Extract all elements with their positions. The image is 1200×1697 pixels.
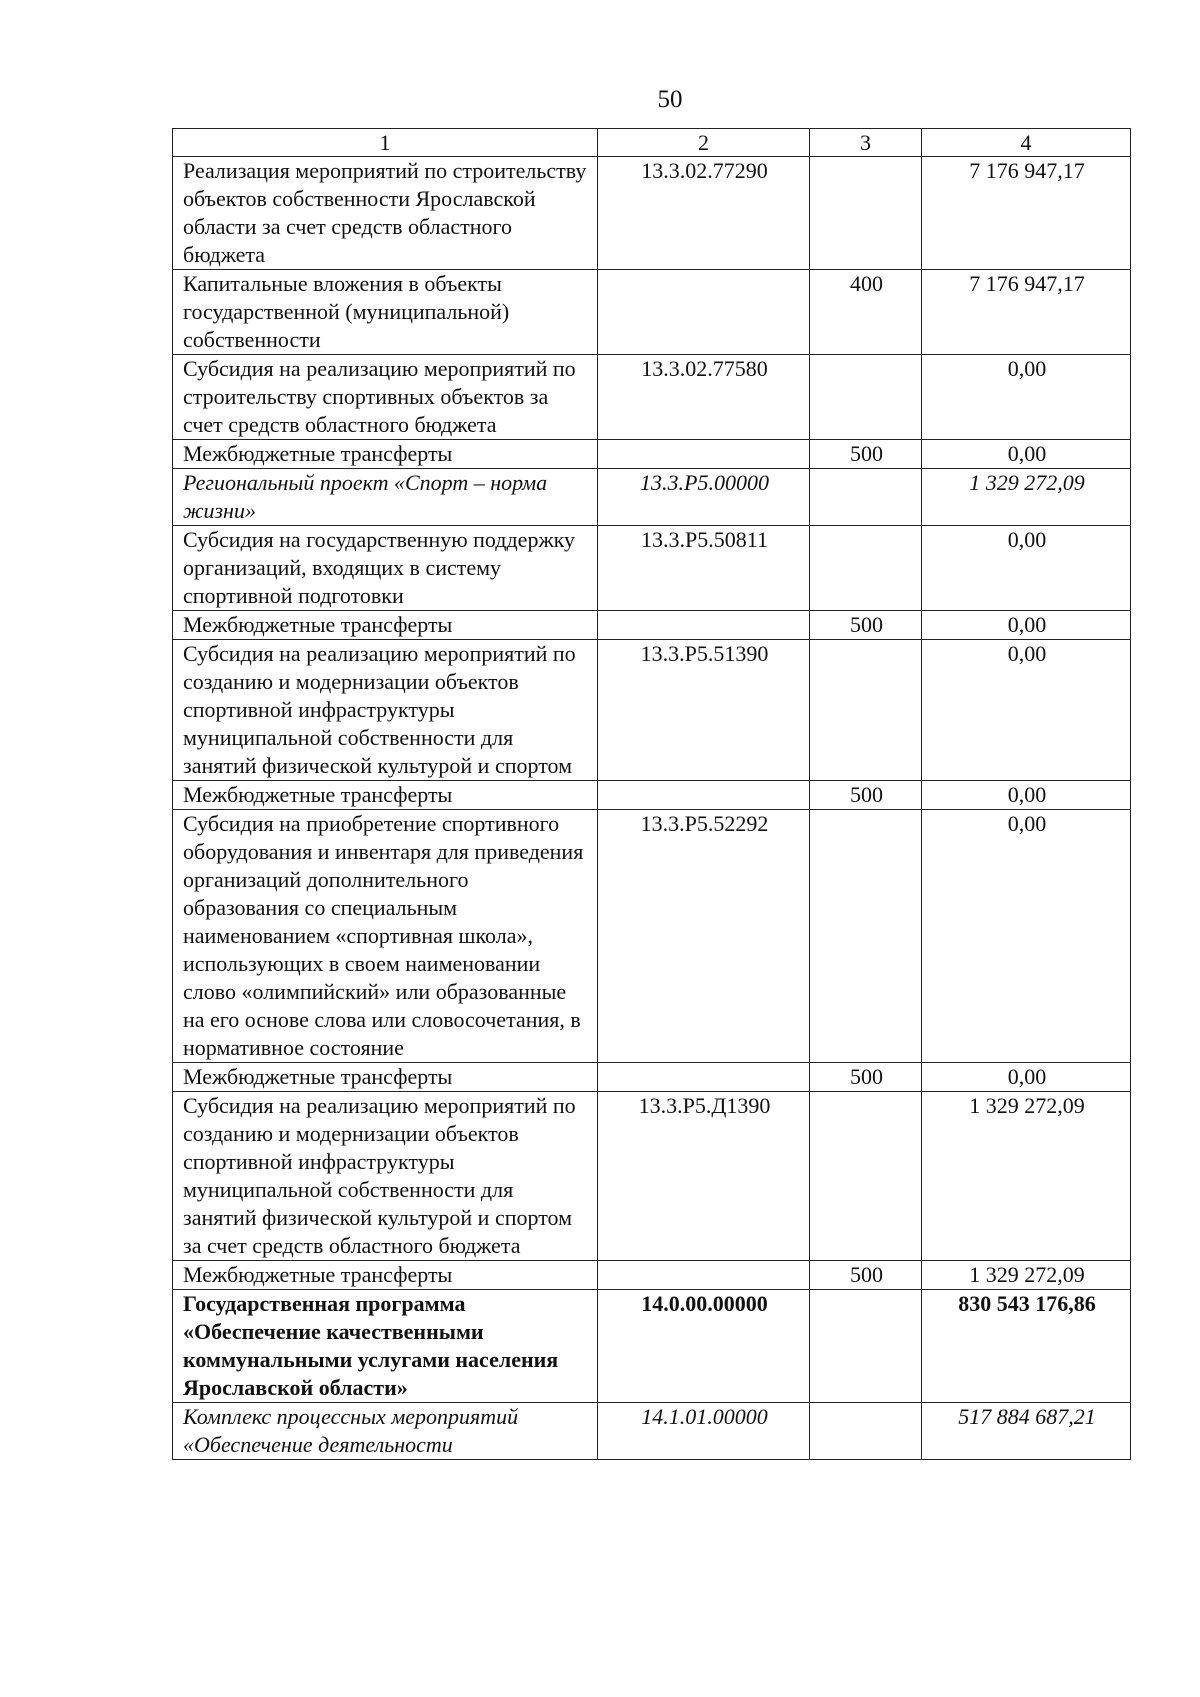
header-row [173,129,1131,157]
row-code-cell [598,611,810,640]
row-amount-cell: 7 176 947,17 [922,270,1131,355]
row-expense-type-cell: 500 [810,781,922,810]
table-row [173,469,1131,526]
row-name-cell: Государственная программа «Обеспечение качественными коммунальными услугами населения Ярославской области» [173,1290,598,1403]
row-name-cell: Субсидия на реализацию мероприятий по созданию и модернизации объектов спортивной инфраструктуры муниципальной собственности для занятий физической культурой и спортом за счет средств областного бюджета [173,1092,598,1261]
row-code-cell: 14.0.00.00000 [598,1290,810,1403]
row-expense-type-cell [810,640,922,781]
row-expense-type-cell [810,469,922,526]
row-amount-cell: 1 329 272,09 [922,469,1131,526]
row-code-cell: 13.3.02.77580 [598,355,810,440]
column-header-1: 1 [173,129,598,157]
row-amount-cell: 0,00 [922,526,1131,611]
row-name-cell: Межбюджетные трансферты [173,781,598,810]
table-row [173,1261,1131,1290]
row-name-cell: Субсидия на приобретение спортивного оборудования и инвентаря для приведения организаций дополнительного образования со специальным наименованием «спортивная школа», использующих в своем наименовании слово «олимпийский» или образованные на его основе слова или словосочетания, в нормативное состояние [173,810,598,1063]
table-row [173,1092,1131,1261]
row-amount-cell: 0,00 [922,611,1131,640]
row-expense-type-cell [810,1290,922,1403]
row-amount-cell: 0,00 [922,440,1131,469]
row-amount-cell: 0,00 [922,1063,1131,1092]
table-row [173,1403,1131,1460]
row-expense-type-cell: 500 [810,440,922,469]
table-row [173,640,1131,781]
row-code-cell: 13.3.P5.00000 [598,469,810,526]
row-code-cell: 13.3.P5.51390 [598,640,810,781]
row-name-cell: Межбюджетные трансферты [173,611,598,640]
table-row [173,355,1131,440]
table-row [173,611,1131,640]
row-expense-type-cell [810,1403,922,1460]
row-expense-type-cell [810,355,922,440]
row-name-cell: Реализация мероприятий по строительству объектов собственности Ярославской области за счет средств областного бюджета [173,157,598,270]
row-code-cell [598,270,810,355]
row-name-cell: Региональный проект «Спорт – норма жизни» [173,469,598,526]
row-amount-cell: 0,00 [922,810,1131,1063]
row-expense-type-cell: 400 [810,270,922,355]
table-body [173,157,1131,1460]
row-code-cell [598,440,810,469]
row-code-cell [598,1063,810,1092]
row-expense-type-cell [810,1092,922,1261]
row-code-cell: 13.3.02.77290 [598,157,810,270]
row-expense-type-cell: 500 [810,1261,922,1290]
table-row [173,781,1131,810]
row-name-cell: Капитальные вложения в объекты государственной (муниципальной) собственности [173,270,598,355]
row-name-cell: Субсидия на реализацию мероприятий по созданию и модернизации объектов спортивной инфраструктуры муниципальной собственности для занятий физической культурой и спортом [173,640,598,781]
row-code-cell: 13.3.P5.Д1390 [598,1092,810,1261]
column-header-3: 3 [810,129,922,157]
row-amount-cell: 0,00 [922,781,1131,810]
table-row [173,270,1131,355]
table-row [173,810,1131,1063]
row-expense-type-cell [810,526,922,611]
page-number: 50 [657,86,683,113]
row-name-cell: Субсидия на государственную поддержку организаций, входящих в систему спортивной подготовки [173,526,598,611]
row-amount-cell: 0,00 [922,355,1131,440]
table-header [173,129,1131,157]
row-name-cell: Межбюджетные трансферты [173,1261,598,1290]
column-header-4: 4 [922,129,1131,157]
row-expense-type-cell: 500 [810,1063,922,1092]
table-row [173,440,1131,469]
row-name-cell: Субсидия на реализацию мероприятий по строительству спортивных объектов за счет средств областного бюджета [173,355,598,440]
row-name-cell: Межбюджетные трансферты [173,440,598,469]
table-row [173,157,1131,270]
row-expense-type-cell: 500 [810,611,922,640]
row-name-cell: Межбюджетные трансферты [173,1063,598,1092]
row-amount-cell: 1 329 272,09 [922,1261,1131,1290]
row-code-cell: 13.3.P5.50811 [598,526,810,611]
row-expense-type-cell [810,157,922,270]
budget-table [172,128,1131,1460]
row-code-cell [598,1261,810,1290]
table-row [173,526,1131,611]
row-code-cell: 13.3.P5.52292 [598,810,810,1063]
row-amount-cell: 517 884 687,21 [922,1403,1131,1460]
row-name-cell: Комплекс процессных мероприятий «Обеспечение деятельности [173,1403,598,1460]
row-amount-cell: 0,00 [922,640,1131,781]
row-amount-cell: 1 329 272,09 [922,1092,1131,1261]
row-code-cell [598,781,810,810]
row-amount-cell: 830 543 176,86 [922,1290,1131,1403]
row-code-cell: 14.1.01.00000 [598,1403,810,1460]
row-amount-cell: 7 176 947,17 [922,157,1131,270]
table-row [173,1063,1131,1092]
column-header-2: 2 [598,129,810,157]
row-expense-type-cell [810,810,922,1063]
table-row [173,1290,1131,1403]
